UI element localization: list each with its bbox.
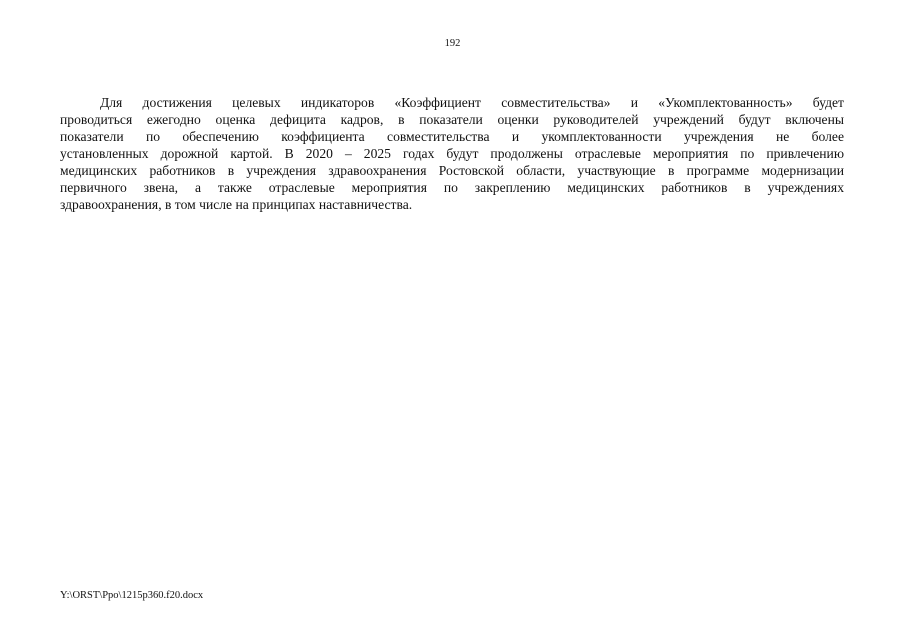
paragraph-line: Для достижения целевых индикаторов «Коэффициент совместительства» и «Укомплектованность» будет: [100, 95, 844, 110]
footer-file-path: Y:\ORST\Ppo\1215p360.f20.docx: [60, 590, 204, 601]
page-number: 192: [444, 38, 461, 49]
body-paragraph: [60, 94, 844, 213]
paragraph-line: первичного звена, а также отраслевые мероприятия по закреплению медицинских работников в учреждениях: [60, 180, 844, 195]
paragraph-line: установленных дорожной картой. В 2020 – 2025 годах будут продолжены отраслевые мероприятия по привлечению: [60, 146, 844, 161]
paragraph-line: показатели по обеспечению коэффициента совместительства и укомплектованности учреждения не более: [60, 129, 844, 144]
paragraph-line: здравоохранения, в том числе на принципах наставничества.: [60, 197, 413, 212]
paragraph-line: проводиться ежегодно оценка дефицита кадров, в показатели оценки руководителей учреждений будут включены: [60, 112, 844, 127]
paragraph-line: медицинских работников в учреждения здравоохранения Ростовской области, участвующие в программе модернизации: [60, 163, 844, 178]
